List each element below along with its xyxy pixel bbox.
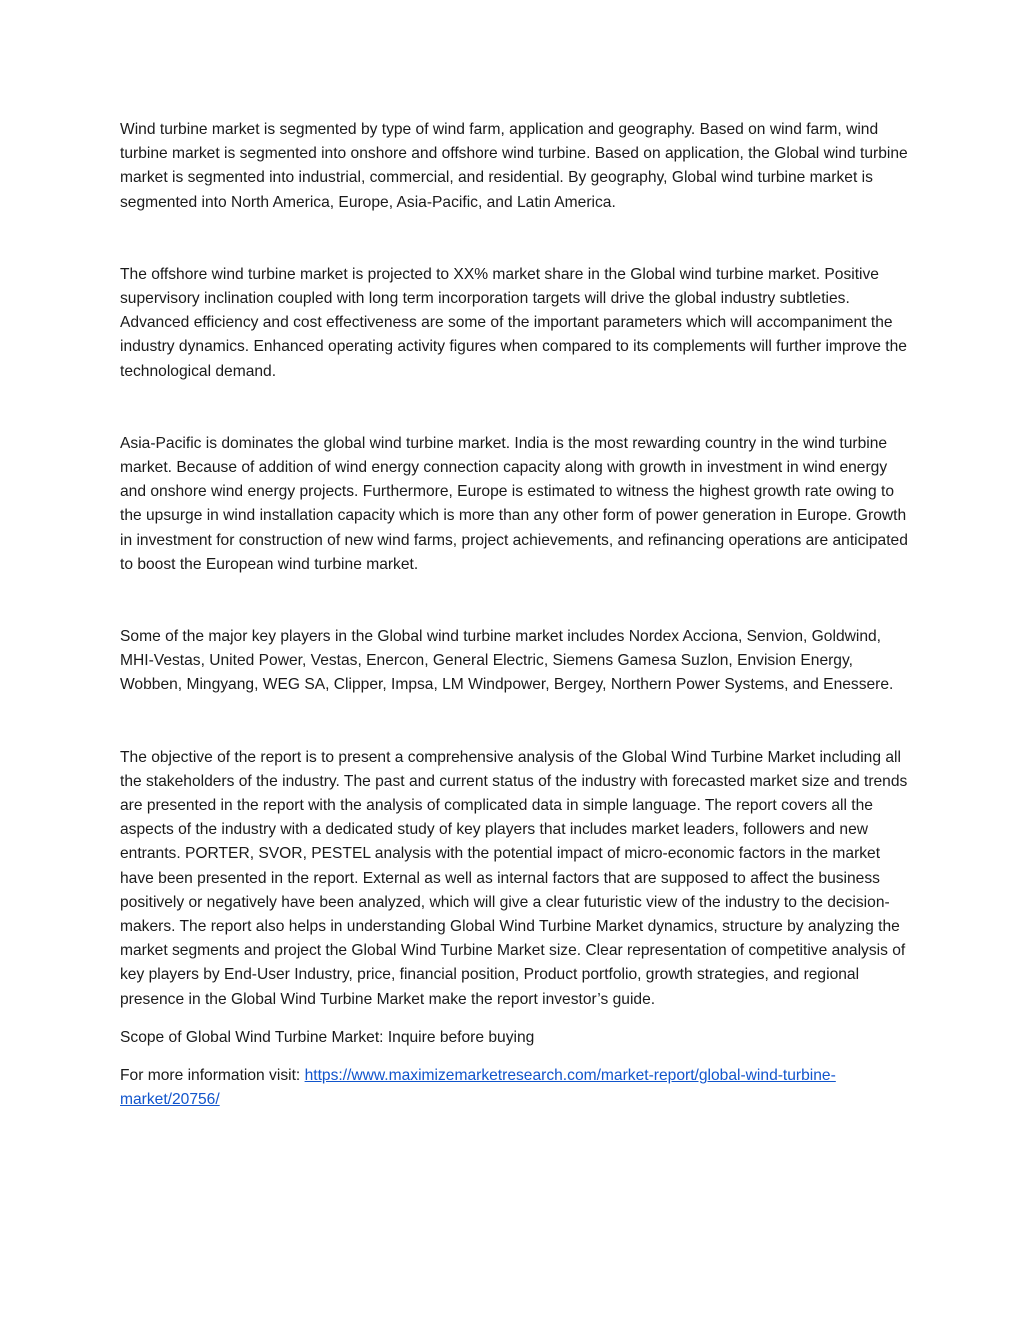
paragraph-spacer	[120, 698, 910, 746]
paragraph-spacer	[120, 1050, 910, 1064]
paragraph-spacer	[120, 215, 910, 263]
paragraph-segmentation: Wind turbine market is segmented by type of wind farm, application and geography. Based on wind farm, wind turbine market is segmented into onshore and offshore wind turbine. Based on application, the Global wind turbine market is segmented into industrial, commercial, and residential. By geography, Global wind turbine market is segmented into North America, Europe, Asia-Pacific, and Latin America.	[120, 121, 908, 211]
paragraph-spacer	[120, 384, 910, 432]
paragraph-asia-pacific: Asia-Pacific is dominates the global wind turbine market. India is the most rewarding country in the wind turbine market. Because of addition of wind energy connection capacity along with growth in investment in wind energy and onshore wind energy projects. Furthermore, Europe is estimated to witness the highest growth rate owing to the upsurge in wind installation capacity which is more than any other form of power generation in Europe. Growth in investment for construction of new wind farms, project achievements, and refinancing operations are anticipated to boost the European wind turbine market.	[120, 434, 908, 573]
scope-line: Scope of Global Wind Turbine Market: Inquire before buying	[120, 1028, 535, 1046]
more-info-label: For more information visit:	[120, 1067, 305, 1085]
more-info-line	[120, 1064, 910, 1112]
report-link[interactable]: https://www.maximizemarketresearch.com/market-report/global-wind-turbine-market/20756/	[120, 1067, 836, 1109]
paragraph-spacer	[120, 1012, 910, 1026]
document-page	[120, 118, 910, 1113]
paragraph-spacer	[120, 577, 910, 625]
paragraph-key-players: Some of the major key players in the Global wind turbine market includes Nordex Acciona, Senvion, Goldwind, MHI-Vestas, United Power, Vestas, Enercon, General Electric, Siemens Gamesa Suzlon, Envision Energy, Wobben, Mingyang, WEG SA, Clipper, Impsa, LM Windpower, Bergey, Northern Power Systems, and Enessere.	[120, 628, 894, 694]
paragraph-objective: The objective of the report is to present a comprehensive analysis of the Global Wind Turbine Market including all the stakeholders of the industry. The past and current status of the industry with forecasted market size and trends are presented in the report with the analysis of complicated data in simple language. The report covers all the aspects of the industry with a dedicated study of key players that includes market leaders, followers and new entrants. PORTER, SVOR, PESTEL analysis with the potential impact of micro-economic factors in the market have been presented in the report. External as well as internal factors that are supposed to affect the business positively or negatively have been analyzed, which will give a clear futuristic view of the industry to the decision-makers. The report also helps in understanding Global Wind Turbine Market dynamics, structure by analyzing the market segments and project the Global Wind Turbine Market size. Clear representation of competitive analysis of key players by End-User Industry, price, financial position, Product portfolio, growth strategies, and regional presence in the Global Wind Turbine Market make the report investor’s guide.	[120, 748, 908, 1008]
paragraph-offshore: The offshore wind turbine market is projected to XX% market share in the Global wind turbine market. Positive supervisory inclination coupled with long term incorporation targets will drive the global industry subtleties. Advanced efficiency and cost effectiveness are some of the important parameters which will accompaniment the industry dynamics. Enhanced operating activity figures when compared to its complements will further improve the technological demand.	[120, 265, 907, 380]
